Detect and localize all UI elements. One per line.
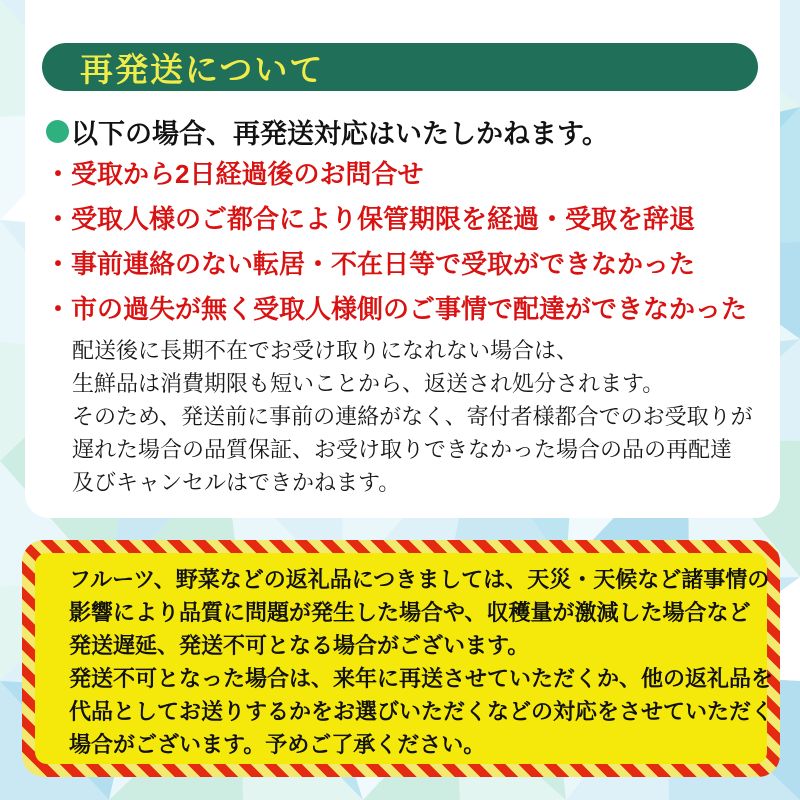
green-dot-icon xyxy=(46,120,69,143)
detail-line-5: 及びキャンセルはできかねます。 xyxy=(72,470,401,495)
warning-line-5: 代品としてお送りするかをお選びいただくなどの対応をさせていただく xyxy=(69,699,774,724)
intro-text: 以下の場合、再発送対応はいたしかねます。 xyxy=(71,119,609,149)
warning-box-inner xyxy=(35,553,774,764)
section-header xyxy=(42,43,758,91)
warning-line-4: 発送不可となった場合は、来年に再送させていただくか、他の返礼品を xyxy=(69,666,774,691)
case-item-4: ・市の過失が無く受取人様側のご事情で配達ができなかった xyxy=(45,294,748,324)
case-list xyxy=(45,152,747,332)
content-panel xyxy=(25,0,780,518)
warning-line-6: 場合がございます。予めご了承ください。 xyxy=(69,732,486,757)
case-item-3: ・事前連絡のない転居・不在日等で受取ができなかった xyxy=(45,249,696,279)
detail-line-4: 遅れた場合の品質保証、お受け取りできなかった場合の品の再配達 xyxy=(72,437,733,462)
case-item-1: ・受取から2日経過後のお問合せ xyxy=(45,159,424,189)
intro-row xyxy=(46,112,609,151)
case-item-2: ・受取人様のご都合により保管期限を経過・受取を辞退 xyxy=(45,204,696,234)
section-title: 再発送について xyxy=(80,50,325,88)
warning-box xyxy=(22,540,780,777)
warning-line-1: フルーツ、野菜などの返礼品につきましては、天災・天候など諸事情の xyxy=(69,567,770,592)
detail-line-2: 生鮮品は消費期限も短いことから、返送され処分されます。 xyxy=(72,371,665,396)
detail-line-3: そのため、発送前に事前の連絡がなく、寄付者様都合でのお受取りが xyxy=(72,404,753,429)
warning-line-3: 発送遅延、発送不可となる場合がございます。 xyxy=(69,633,530,658)
warning-line-2: 影響により品質に問題が発生した場合や、収穫量が激減した場合など xyxy=(69,600,751,625)
detail-line-1: 配送後に長期不在でお受け取りになれない場合は、 xyxy=(72,338,579,363)
detail-paragraph xyxy=(72,334,753,499)
